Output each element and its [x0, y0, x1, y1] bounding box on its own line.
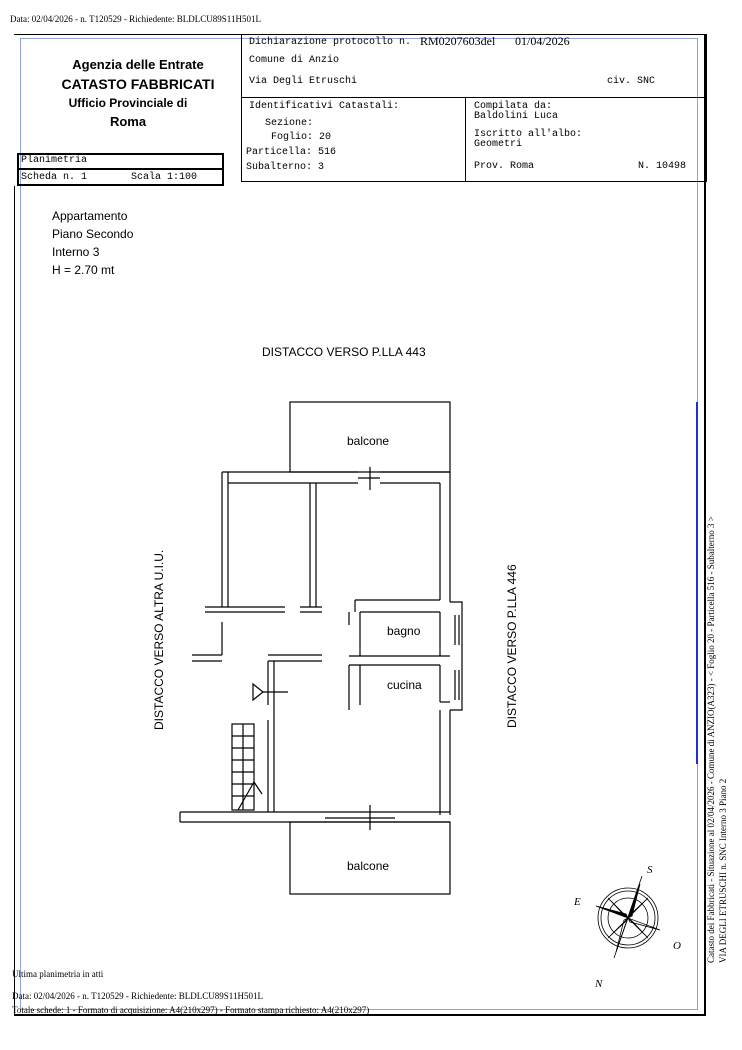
unit-interno: Interno 3 — [52, 245, 100, 259]
unit-height: H = 2.70 mt — [52, 263, 115, 277]
label-cucina: cucina — [387, 678, 422, 692]
foglio: Foglio: 20 — [271, 132, 332, 143]
prov: Prov. Roma — [474, 161, 535, 172]
compass-n: N — [595, 978, 603, 990]
compass-e: E — [574, 896, 581, 908]
compass-rose-icon — [578, 868, 678, 968]
side-text-line1: Catasto dei Fabbricati - Situazione al 02/04/2026 - Comune di ANZIO(A323) - < Foglio 20 - Particella 516 - Subalterno 3 > — [706, 516, 716, 963]
label-top: DISTACCO VERSO P.LLA 443 — [262, 345, 426, 359]
catasto-title: CATASTO FABBRICATI — [61, 76, 215, 92]
compilata-label: Compilata da: — [474, 101, 553, 112]
ufficio-label: Ufficio Provinciale di — [68, 96, 188, 110]
particella: Particella: 516 — [246, 147, 337, 158]
declaration-date: 01/04/2026 — [515, 34, 570, 48]
footer-data: Data: 02/04/2026 - n. T120529 - Richiedente: BLDLCU89S11H501L — [12, 991, 263, 1001]
label-left: DISTACCO VERSO ALTRA U.I.U. — [152, 549, 166, 730]
identificativi-title: Identificativi Catastali: — [249, 101, 400, 112]
comune: Comune di Anzio — [249, 55, 340, 66]
label-right: DISTACCO VERSO P.LLA 446 — [505, 564, 519, 728]
albo: Geometri — [474, 139, 523, 150]
label-bagno: bagno — [387, 624, 421, 638]
label-balcone-bottom: balcone — [347, 859, 390, 873]
header-line: Data: 02/04/2026 - n. T120529 - Richiedente: BLDLCU89S11H501L — [10, 14, 261, 24]
ufficio-city: Roma — [109, 114, 147, 129]
sezione: Sezione: — [265, 118, 314, 129]
scala: Scala 1:100 — [131, 172, 198, 183]
declaration-number: RM0207603del — [420, 34, 496, 48]
scheda: Scheda n. 1 — [21, 172, 88, 183]
subalterno: Subalterno: 3 — [246, 162, 325, 173]
footer-totale: Totale schede: 1 - Formato di acquisizione: A4(210x297) - Formato stampa richiesto: A4(210x297) — [12, 1005, 370, 1015]
agency-name: Agenzia delle Entrate — [72, 57, 204, 72]
declaration-label: Dichiarazione protocollo n. — [249, 37, 412, 48]
planimetria-label: Planimetria — [21, 155, 88, 166]
via: Via Degli Etruschi — [249, 76, 358, 87]
compass-s: S — [647, 864, 653, 876]
civico: civ. SNC — [607, 76, 656, 87]
unit-type: Appartamento — [52, 209, 128, 223]
compilata-name: Baldolini Luca — [474, 111, 559, 122]
compass-o: O — [673, 940, 681, 952]
side-text-line2: VIA DEGLI ETRUSCHI n. SNC Interno 3 Piano 2 — [718, 778, 728, 963]
label-balcone-top: balcone — [347, 434, 390, 448]
unit-floor: Piano Secondo — [52, 227, 134, 241]
albo-label: Iscritto all'albo: — [474, 129, 583, 140]
ultima-planimetria: Ultima planimetria in atti — [12, 969, 104, 979]
albo-number: N. 10498 — [638, 161, 687, 172]
